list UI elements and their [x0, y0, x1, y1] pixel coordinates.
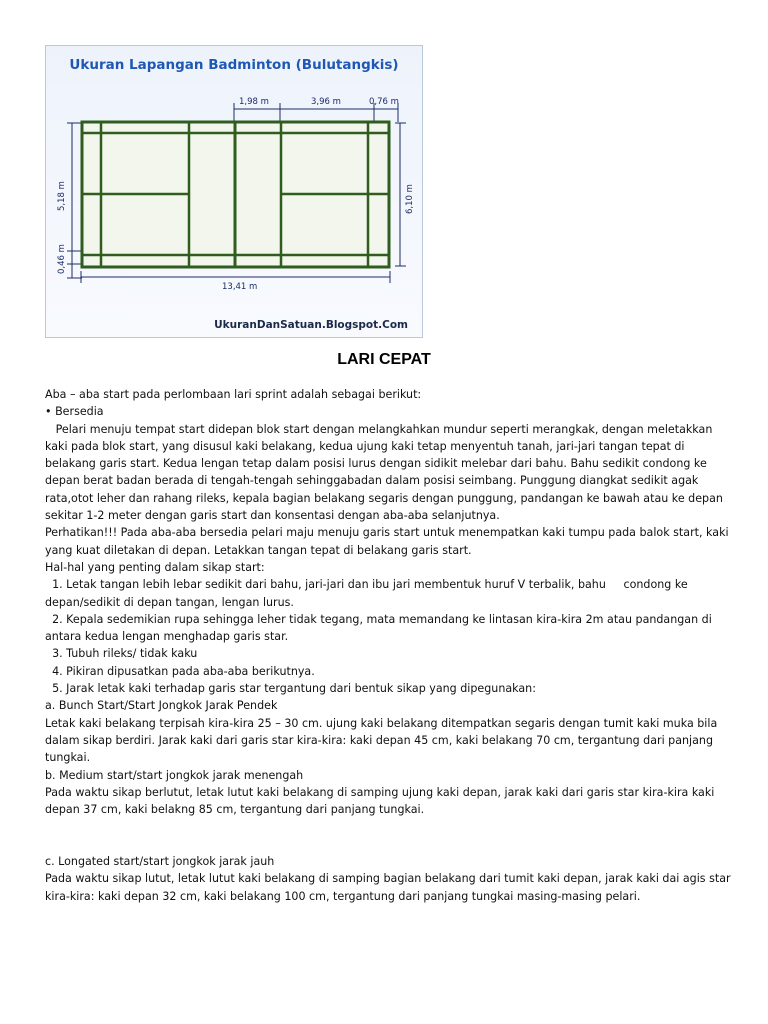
court — [82, 122, 389, 267]
spacer — [45, 818, 735, 853]
badminton-court-figure — [45, 45, 423, 338]
dim-label-left-b: 0,46 m — [57, 244, 67, 274]
page-title: LARI CEPAT — [337, 351, 431, 368]
article-body — [45, 386, 735, 905]
paragraph-bersedia-desc: Pelari menuju tempat start didepan blok start dengan melangkahkan mundur seperti merangkak, dengan meletakkan kaki pada blok start, yang disusul kaki belakang, kedua ujung kaki tetap menyentuh tanah, jari-jari tangan tepat di belakang garis start. Kedua lengan tetap dalam posisi lurus dengan sidikit melebar dari bahu. Bahu sedikit condong ke depan berat badan berada di tengah-tengah sehinggabadan dalam posisi seimbang. Punggung diangkat sedikit agak rata,otot leher dan rahang rileks, kepala bagian belakang segaris dengan punggung, pandangan ke bawah atau ke depan sekitar 1-2 meter dengan garis start dan konsentasi dengan aba-aba selanjutnya. — [45, 422, 727, 523]
dim-label-right: 6,10 m — [405, 184, 415, 214]
dim-label-top-c: 0,76 m — [369, 97, 399, 107]
dim-label-left-a: 5,18 m — [57, 181, 67, 211]
dim-label-top-b: 3,96 m — [311, 97, 341, 107]
list-item: 4. Pikiran dipusatkan pada aba-aba berikutnya. — [45, 664, 315, 678]
subheading-medium-start: b. Medium start/start jongkok jarak menengah — [45, 768, 304, 782]
paragraph-medium-start: Pada waktu sikap berlutut, letak lutut kaki belakang di samping ujung kaki depan, jarak kaki dari garis star kira-kira kaki depan 37 cm, kaki belakng 85 cm, tergantung dari panjang tungkai. — [45, 785, 715, 817]
list-item: 1. Letak tangan lebih lebar sedikit dari bahu, jari-jari dan ibu jari membentuk huruf V terbalik, bahu condong ke depan/sedikit di depan tangan, lengan lurus. — [45, 578, 692, 609]
figure-title: Ukuran Lapangan Badminton (Bulutangkis) — [69, 57, 399, 73]
paragraph-list-heading: Hal-hal yang penting dalam sikap start: — [45, 560, 265, 574]
dim-label-top-a: 1,98 m — [239, 97, 269, 107]
figure-credit: UkuranDanSatuan.Blogspot.Com — [214, 319, 408, 331]
dim-label-bottom: 13,41 m — [222, 282, 258, 292]
subheading-longated-start: c. Longated start/start jongkok jarak jauh — [45, 855, 275, 869]
paragraph-bunch-start: Letak kaki belakang terpisah kira-kira 25 – 30 cm. ujung kaki belakang ditempatkan segaris dengan tumit kaki muka bila dalam sikap berdiri. Jarak kaki dari garis star kira-kira: kaki depan 45 cm, kaki belakang 70 cm, tergantung dari panjang tungkai. — [45, 716, 718, 765]
list-item: 2. Kepala sedemikian rupa sehingga leher tidak tegang, mata memandang ke lintasan kira-kira 2m atau pandangan di antara kedua lengan menghadap garis star. — [45, 612, 716, 644]
list-item: 5. Jarak letak kaki terhadap garis star tergantung dari bentuk sikap yang dipegunakan: — [45, 682, 536, 696]
court-diagram — [46, 46, 424, 339]
subheading-bunch-start: a. Bunch Start/Start Jongkok Jarak Pendek — [45, 699, 278, 713]
paragraph-perhatikan: Perhatikan!!! Pada aba-aba bersedia pelari maju menuju garis start untuk menempatkan kaki tumpu pada balok start, kaki yang kuat diletakan di depan. Letakkan tangan tepat di belakang garis start. — [45, 526, 729, 557]
paragraph-bersedia-label: • Bersedia — [45, 405, 104, 419]
paragraph-intro: Aba – aba start pada perlombaan lari sprint adalah sebagai berikut: — [45, 388, 422, 401]
list-item: 3. Tubuh rileks/ tidak kaku — [45, 647, 198, 661]
left-dimension — [67, 123, 82, 278]
paragraph-longated-start: Pada waktu sikap lutut, letak lutut kaki belakang di samping bagian belakang dari tumit kaki depan, jarak kaki dai agis star kira-kira: kaki depan 32 cm, kaki belakang 100 cm, tergantung dari panjang tungkai masing-masing pelari. — [45, 872, 731, 903]
